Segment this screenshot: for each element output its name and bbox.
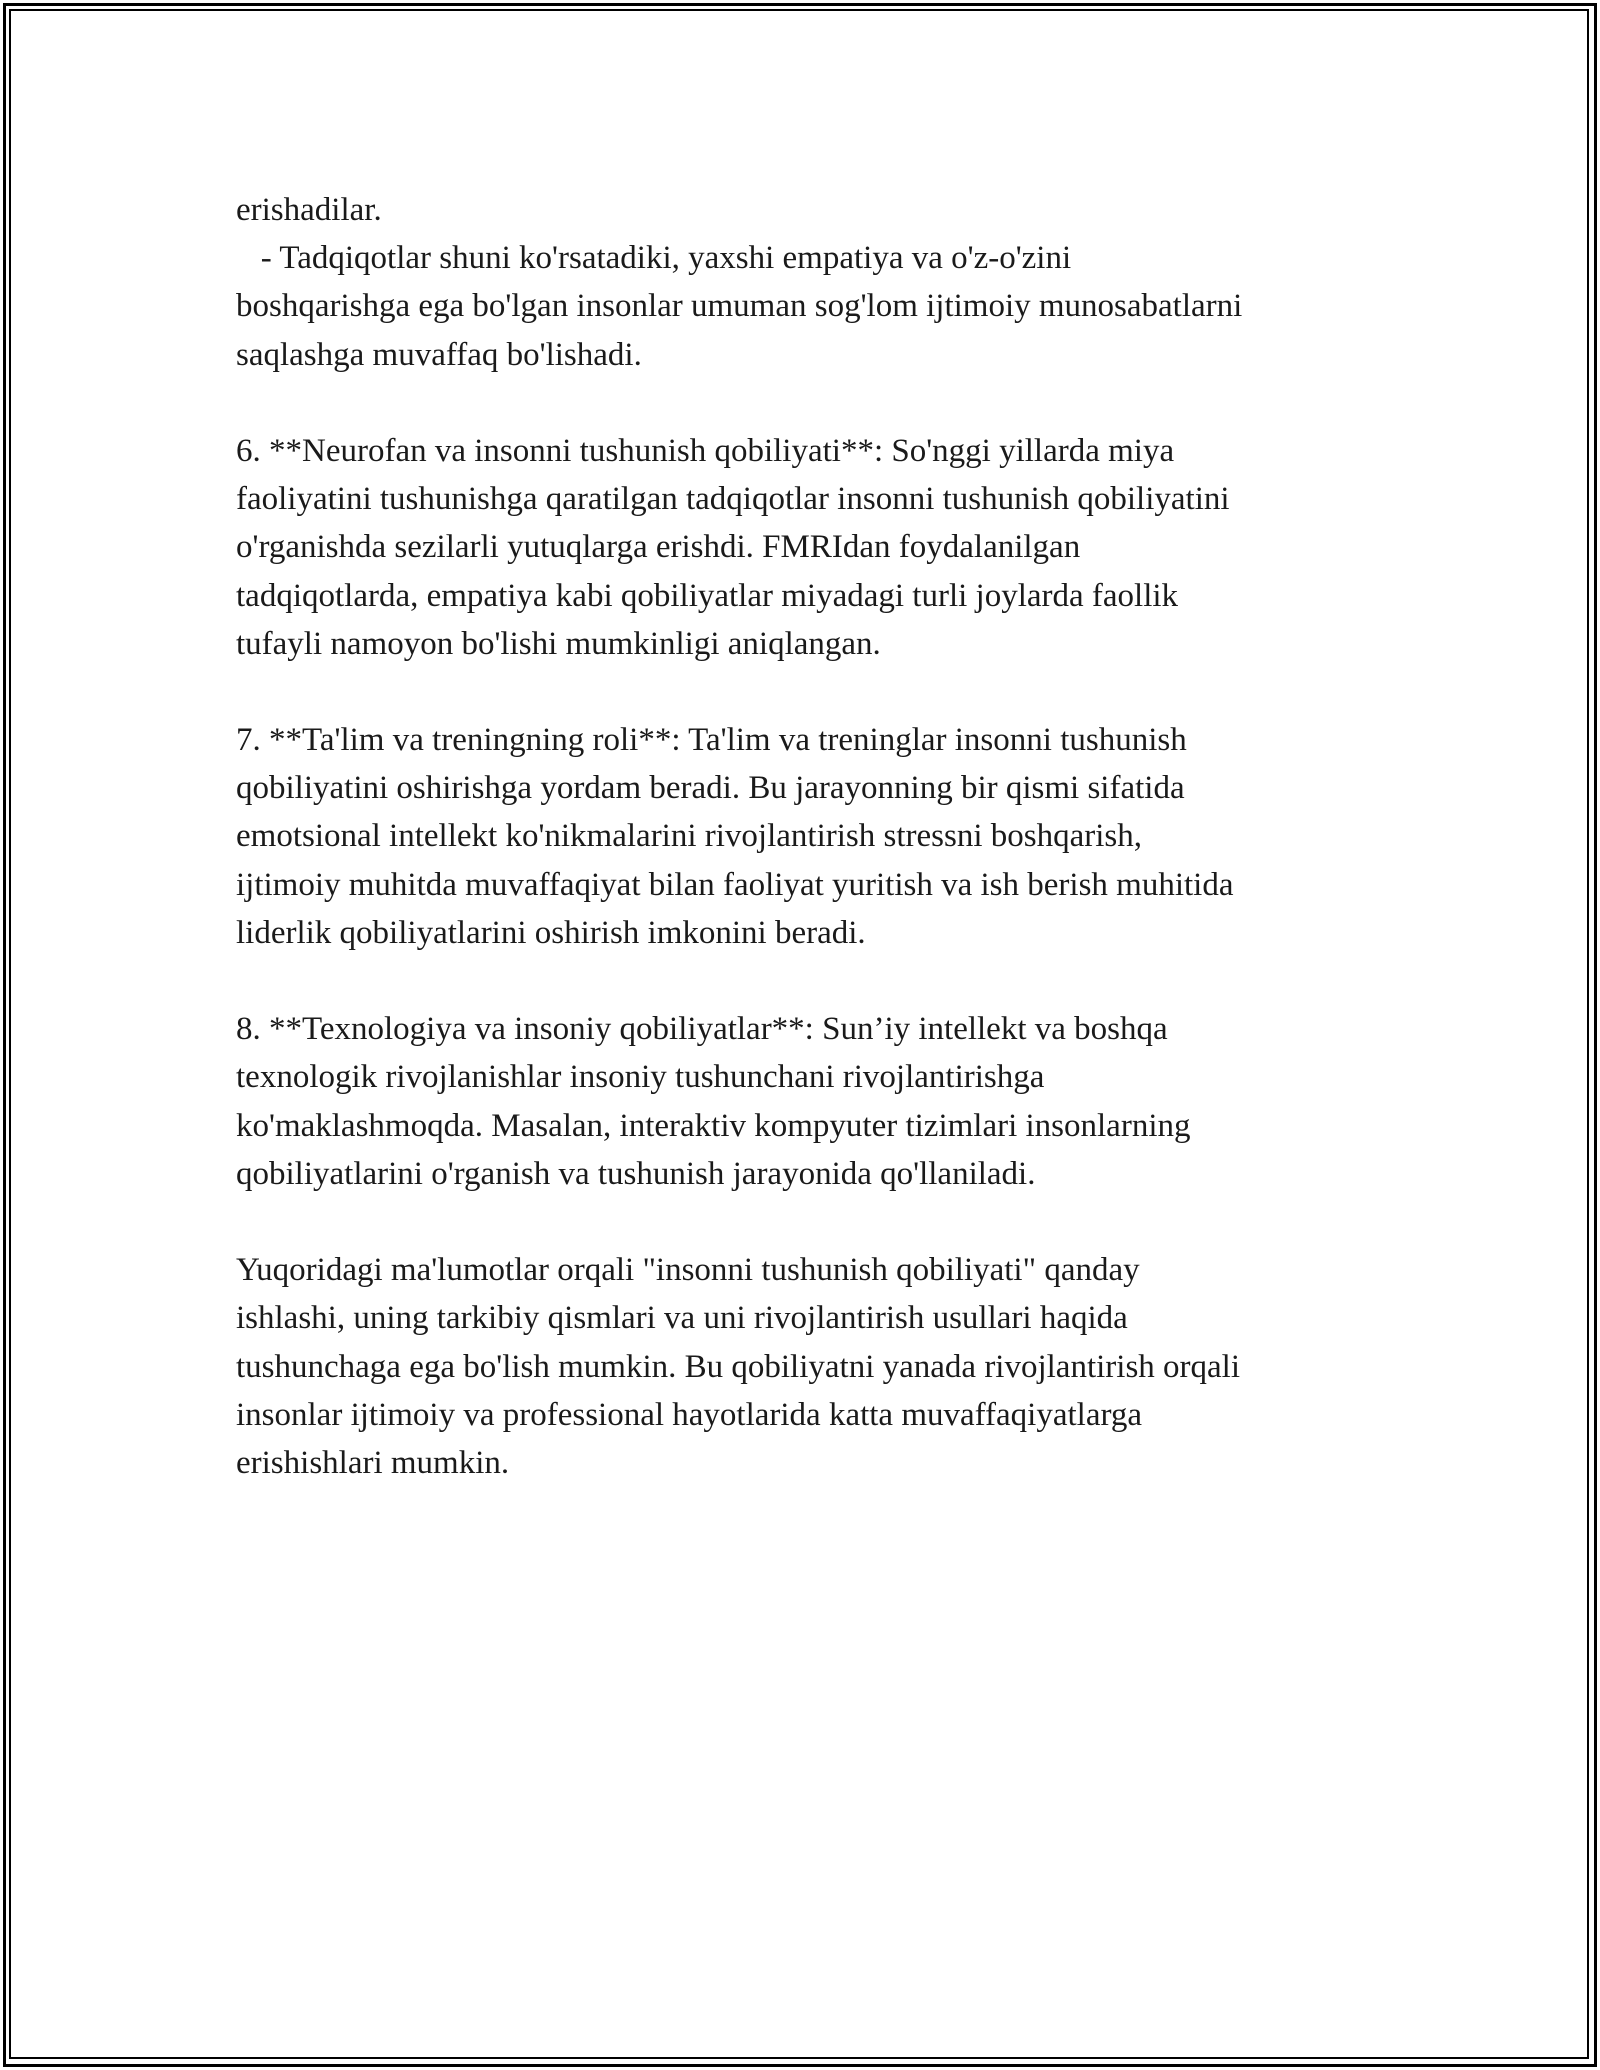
text-line: saqlashga muvaffaq bo'lishadi.	[236, 336, 642, 373]
text-line: liderlik qobiliyatlarini oshirish imkonini beradi.	[236, 914, 866, 951]
text-line: Yuqoridagi ma'lumotlar orqali "insonni tushunish qobiliyati" qanday	[236, 1252, 1140, 1289]
paragraph-item-8	[236, 1005, 1376, 1198]
paragraph-gap	[236, 1198, 1376, 1246]
paragraph-gap	[236, 668, 1376, 716]
text-line: erishadilar.	[236, 192, 382, 228]
text-line: tadqiqotlarda, empatiya kabi qobiliyatlar miyadagi turli joylarda faollik	[236, 577, 1179, 614]
text-line: o'rganishda sezilarli yutuqlarga erishdi. FMRIdan foydalanilgan	[236, 529, 1081, 566]
text-line: ko'maklashmoqda. Masalan, interaktiv kompyuter tizimlari insonlarning	[236, 1107, 1191, 1144]
text-line: qobiliyatini oshirishga yordam beradi. Bu jarayonning bir qismi sifatida	[236, 770, 1185, 807]
text-line: ishlashi, uning tarkibiy qismlari va uni rivojlantirish usullari haqida	[236, 1300, 1128, 1337]
text-line: 8. **Texnologiya va insoniy qobiliyatlar**: Sun’iy intellekt va boshqa	[236, 1011, 1168, 1048]
document-body	[236, 186, 1376, 1487]
paragraph-continuation	[236, 186, 1376, 379]
text-line: 6. **Neurofan va insonni tushunish qobiliyati**: So'nggi yillarda miya	[236, 432, 1175, 469]
text-line: ijtimoiy muhitda muvaffaqiyat bilan faoliyat yuritish va ish berish muhitida	[236, 866, 1234, 903]
paragraph-item-6	[236, 427, 1376, 668]
text-line: erishishlari mumkin.	[236, 1444, 510, 1481]
text-line: insonlar ijtimoiy va professional hayotlarida katta muvaffaqiyatlarga	[236, 1396, 1143, 1433]
paragraph-gap	[236, 379, 1376, 427]
text-line: qobiliyatlarini o'rganish va tushunish jarayonida qo'llaniladi.	[236, 1155, 1036, 1192]
paragraph-conclusion	[236, 1246, 1376, 1487]
text-line: - Tadqiqotlar shuni ko'rsatadiki, yaxshi empatiya va o'z-o'zini	[236, 240, 1072, 277]
text-line: 7. **Ta'lim va treningning roli**: Ta'lim va treninglar insonni tushunish	[236, 722, 1187, 759]
text-line: texnologik rivojlanishlar insoniy tushunchani rivojlantirishga	[236, 1059, 1045, 1096]
paragraph-gap	[236, 957, 1376, 1005]
text-line: tushunchaga ega bo'lish mumkin. Bu qobiliyatni yanada rivojlantirish orqali	[236, 1348, 1241, 1385]
text-line: tufayli namoyon bo'lishi mumkinligi aniqlangan.	[236, 625, 881, 662]
text-line: emotsional intellekt ko'nikmalarini rivojlantirish stressni boshqarish,	[236, 818, 1142, 855]
paragraph-item-7	[236, 716, 1376, 957]
text-line: faoliyatini tushunishga qaratilgan tadqiqotlar insonni tushunish qobiliyatini	[236, 481, 1230, 518]
text-line: boshqarishga ega bo'lgan insonlar umuman sog'lom ijtimoiy munosabatlarni	[236, 288, 1243, 325]
